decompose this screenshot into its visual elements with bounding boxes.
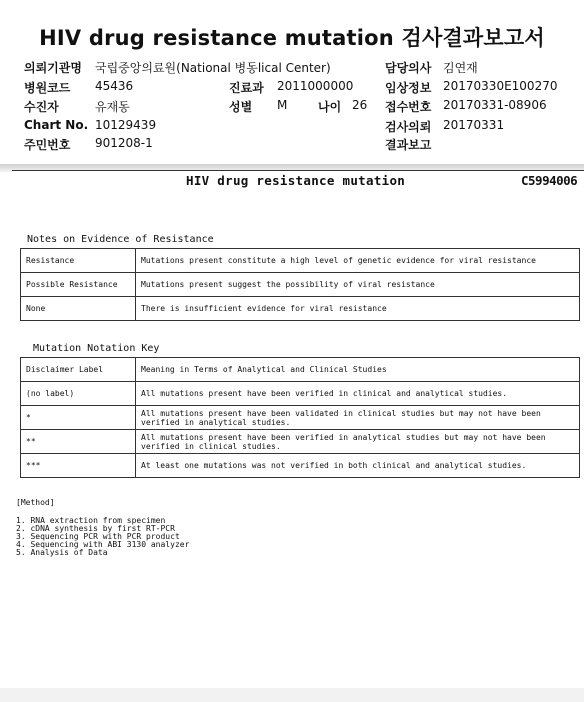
hospital-name-label: 의뢰기관명 bbox=[24, 61, 82, 75]
notation-label: (no label) bbox=[21, 382, 136, 406]
receipt-no-value: 20170331-08906 bbox=[443, 98, 547, 112]
evidence-heading: Notes on Evidence of Resistance bbox=[27, 234, 214, 245]
patient-value: 유재동 bbox=[95, 100, 130, 114]
method-step: 4. Sequencing with ABI 3130 analyzer bbox=[16, 540, 190, 549]
patient-label: 수진자 bbox=[24, 100, 59, 114]
table-row bbox=[21, 358, 580, 382]
resident-no-label: 주민번호 bbox=[24, 138, 71, 152]
notation-meaning: At least one mutations was not verified in both clinical and analytical studies. bbox=[136, 454, 580, 478]
department-value: 2011000000 bbox=[277, 79, 354, 93]
table-row bbox=[21, 382, 580, 406]
result-report-label: 결과보고 bbox=[385, 138, 432, 152]
table-row bbox=[21, 454, 580, 478]
clinical-info-label: 임상정보 bbox=[385, 81, 432, 95]
notation-header-meaning: Meaning in Terms of Analytical and Clinical Studies bbox=[136, 358, 580, 382]
notation-header-label: Disclaimer Label bbox=[21, 358, 136, 382]
notation-label: ** bbox=[21, 430, 136, 454]
method-heading: [Method] bbox=[16, 498, 55, 507]
report-heading: HIV drug resistance mutation bbox=[186, 173, 406, 188]
table-row bbox=[21, 297, 580, 321]
notation-label: *** bbox=[21, 454, 136, 478]
sex-label: 성별 bbox=[229, 100, 253, 114]
evidence-term: Resistance bbox=[21, 249, 136, 273]
evidence-description: There is insufficient evidence for viral resistance bbox=[136, 297, 580, 321]
sex-value: M bbox=[277, 98, 288, 112]
evidence-term: Possible Resistance bbox=[21, 273, 136, 297]
clinical-info-value: 20170330E100270 bbox=[443, 79, 558, 93]
table-row bbox=[21, 249, 580, 273]
hospital-code-value: 45436 bbox=[95, 79, 134, 93]
hospital-name-value: 국립중앙의료원(National 병동lical Center) bbox=[95, 61, 331, 75]
chart-no-value: 10129439 bbox=[95, 118, 157, 132]
test-request-label: 검사의뢰 bbox=[385, 120, 432, 134]
method-step: 2. cDNA synthesis by first RT-PCR bbox=[16, 524, 175, 533]
notation-meaning: All mutations present have been validated in clinical studies but may not have been verified in analytical studies. bbox=[136, 406, 580, 430]
notation-meaning: All mutations present have been verified in clinical and analytical studies. bbox=[136, 382, 580, 406]
evidence-table bbox=[20, 248, 580, 321]
department-label: 진료과 bbox=[229, 81, 264, 95]
table-row bbox=[21, 273, 580, 297]
method-step: 5. Analysis of Data bbox=[16, 548, 108, 557]
chart-no-label: Chart No. bbox=[24, 118, 89, 132]
evidence-description: Mutations present constitute a high level of genetic evidence for viral resistance bbox=[136, 249, 580, 273]
page-footer-band bbox=[0, 688, 584, 702]
notation-meaning: All mutations present have been verified in analytical studies but may not have been verified in clinical studies. bbox=[136, 430, 580, 454]
evidence-term: None bbox=[21, 297, 136, 321]
receipt-no-label: 접수번호 bbox=[385, 100, 432, 114]
table-row bbox=[21, 430, 580, 454]
report-title: HIV drug resistance mutation 검사결과보고서 bbox=[39, 26, 545, 50]
table-row bbox=[21, 406, 580, 430]
test-request-value: 20170331 bbox=[443, 118, 505, 132]
notation-table bbox=[20, 357, 580, 478]
notation-heading: Mutation Notation Key bbox=[33, 343, 160, 354]
method-step: 3. Sequencing PCR with PCR product bbox=[16, 532, 180, 541]
age-value: 26 bbox=[352, 98, 368, 112]
method-step: 1. RNA extraction from specimen bbox=[16, 516, 166, 525]
doctor-label: 담당의사 bbox=[385, 61, 432, 75]
notation-label: * bbox=[21, 406, 136, 430]
resident-no-value: 901208-1 bbox=[95, 136, 153, 150]
doctor-value: 김연재 bbox=[443, 61, 478, 75]
report-code: C5994006 bbox=[521, 173, 578, 188]
age-label: 나이 bbox=[318, 100, 342, 114]
evidence-description: Mutations present suggest the possibility of viral resistance bbox=[136, 273, 580, 297]
hospital-code-label: 병원코드 bbox=[24, 81, 71, 95]
